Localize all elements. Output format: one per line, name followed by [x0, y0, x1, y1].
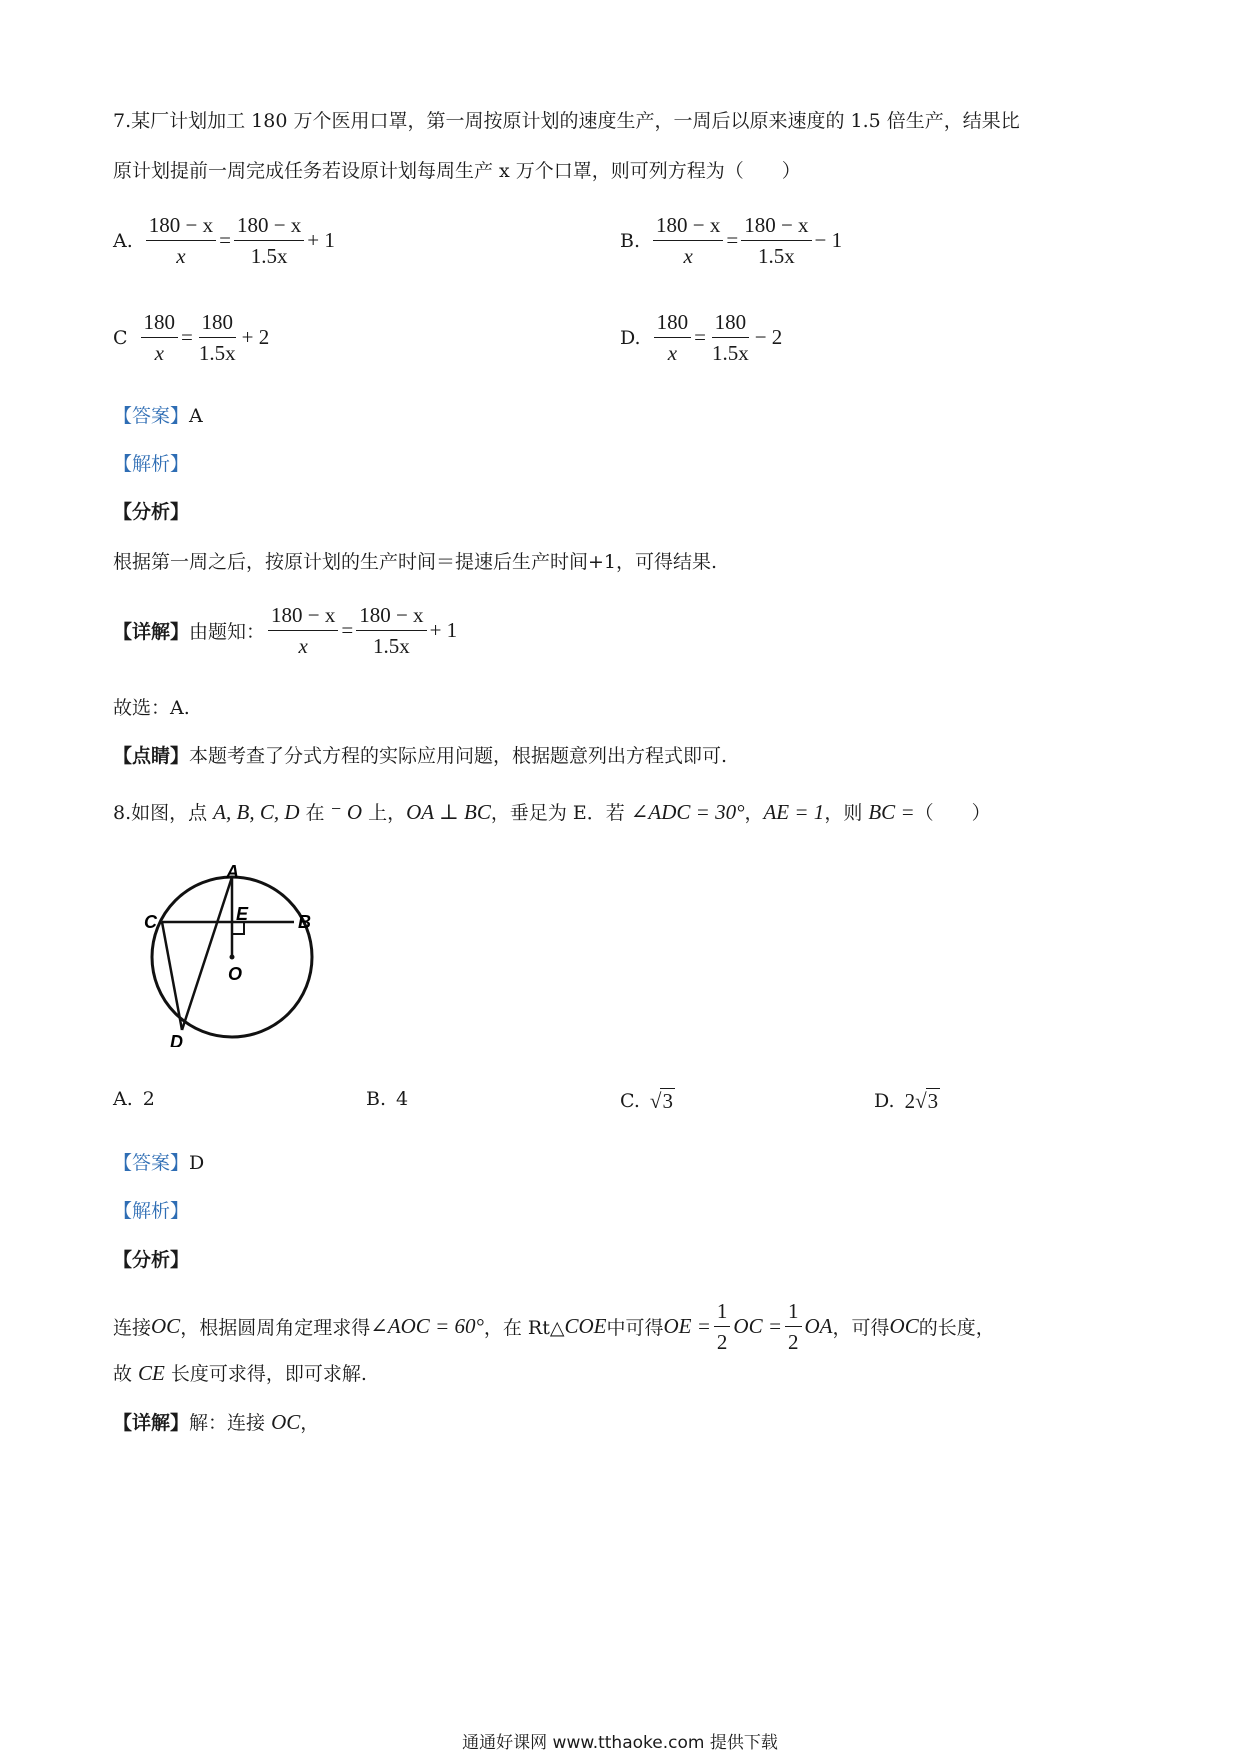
q7-option-d: D. $\frac{180}{x}$ = $\frac{180}{1.5x}$ − 2 — [620, 310, 783, 365]
q7-dianjing: 【点睛】本题考查了分式方程的实际应用问题，根据题意列出方程式即可. — [113, 745, 728, 767]
q7-fenxi-text: 根据第一周之后，按原计划的生产时间＝提速后生产时间+1，可得结果. — [113, 551, 718, 573]
q7-option-b: B. $\frac{180 - x}{x}$ = $\frac{180 - x}{1.5x}$ − 1 — [620, 213, 843, 268]
q8-option-c: C. √ 3 — [620, 1088, 673, 1113]
label-d: D — [170, 1032, 183, 1047]
q7-choose: 故选：A. — [113, 697, 190, 719]
label-a: A — [226, 862, 239, 882]
label-c: C — [144, 912, 157, 932]
q7-stem-line2: 原计划提前一周完成任务若设原计划每周生产 x 万个口罩，则可列方程为（ ） — [113, 160, 801, 182]
q8-answer: 【答案】D — [113, 1152, 205, 1174]
q8-detail: 【详解】解：连接 OC， — [113, 1410, 320, 1434]
label-b: B — [298, 912, 311, 932]
q8-jiexi-heading: 【解析】 — [113, 1200, 190, 1222]
q8-option-a: A. 2 — [113, 1088, 155, 1110]
label-o: O — [228, 964, 243, 984]
q7-option-a: A. $\frac{180 - x}{x}$ = $\frac{180 - x}{1.5x}$ + 1 — [113, 213, 335, 268]
label-e: E — [236, 904, 249, 924]
q8-fenxi-heading: 【分析】 — [113, 1249, 190, 1271]
q8-stem: 8.如图，点 A, B, C, D 在 ⁻ O 上，OA ⊥ BC，垂足为 E．若 ∠ADC = 30°，AE = 1，则 BC =（ ） — [113, 800, 991, 824]
q7-detail: 【详解】 由题知： $\frac{180 - x}{x}$ = $\frac{180 - x}{1.5x}$ + 1 — [113, 603, 458, 658]
q7-jiexi-heading: 【解析】 — [113, 453, 190, 475]
q8-option-d: D. 2 √ 3 — [874, 1088, 939, 1113]
page-footer: 通通好课网 www.tthaoke.com 提供下载 — [462, 1733, 778, 1753]
circle-geometry-figure — [140, 862, 320, 1047]
q8-fenxi-line1: 连接 OC ，根据圆周角定理求得 ∠AOC = 60° ，在 Rt△ COE 中可得 OE = $\frac{1}{2}$ OC = $\frac{1}{2}$ OA ，可得 OC 的长度， — [113, 1299, 995, 1354]
q7-fenxi-heading: 【分析】 — [113, 501, 190, 523]
q8-option-b: B. 4 — [366, 1088, 409, 1110]
q7-stem-line1: 7.某厂计划加工 180 万个医用口罩，第一周按原计划的速度生产，一周后以原来速度的 1.5 倍生产，结果比 — [113, 110, 1020, 132]
q7-option-c: C $\frac{180}{x}$ = $\frac{180}{1.5x}$ + 2 — [113, 310, 270, 365]
q8-fenxi-line2: 故 CE 长度可求得，即可求解. — [113, 1361, 367, 1385]
q7-answer: 【答案】A — [113, 405, 203, 427]
